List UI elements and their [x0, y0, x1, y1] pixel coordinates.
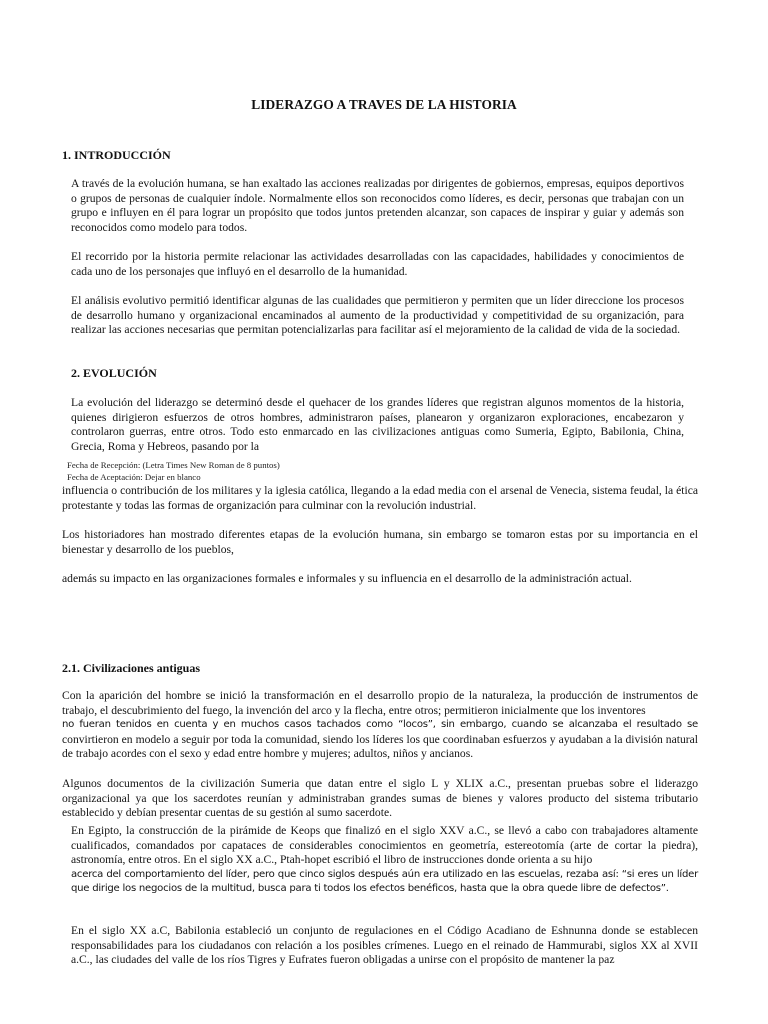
evolucion-paragraph-3: además su impacto en las organizaciones formales e informales y su influencia en el desarrollo de la administración actual. — [62, 572, 632, 585]
civilizaciones-paragraph-1 — [62, 689, 698, 762]
section-heading-introduccion: 1. INTRODUCCIÓN — [62, 148, 171, 162]
civilizaciones-paragraph-3-quote: acerca del comportamiento del líder, pero que cinco siglos después aún era utilizado en las escuelas, rezaba así: “si eres un líder que dirige los negocios de la multitud, busca para ti todos los efectos benéficos, hasta que la obra quede libre de defectos”. — [71, 868, 698, 895]
section-heading-civilizaciones-antiguas: 2.1. Civilizaciones antiguas — [62, 661, 201, 675]
evolucion-paragraph-2: Los historiadores han mostrado diferentes etapas de la evolución humana, sin embargo se tomaron estas por su importancia en el bienestar y desarrollo de los pueblos, — [62, 528, 698, 556]
civilizaciones-paragraph-3-start: En Egipto, la construcción de la pirámide de Keops que finalizó en el siglo XXV a.C., se llevó a cabo con trabajadores altamente cualificados, comandados por capataces de considerables conocimientos en geometría, estereotomía (arte de cortar la piedra), astronomía, entre otros. En el siglo XX a.C., Ptah-hopet escribió el libro de instrucciones donde orienta a su hijo — [71, 824, 698, 867]
footnote-acceptance-date: Fecha de Aceptación: Dejar en blanco — [67, 472, 201, 482]
footnote-reception-date: Fecha de Recepción: (Letra Times New Roman de 8 puntos) — [67, 460, 280, 470]
intro-paragraph-3: El análisis evolutivo permitió identificar algunas de las cualidades que permitieron y permiten que un líder direccione los procesos de desarrollo humano y organizacional encaminados al aumento de la productividad y competitividad de su organización, para realizar las acciones necesarias que permitan potencializarlas para facilitar así el mejoramiento de la calidad de vida de la sociedad. — [71, 294, 684, 337]
civilizaciones-paragraph-4: En el siglo XX a.C, Babilonia estableció un conjunto de regulaciones en el Código Acadiano de Eshnunna donde se establecen responsabilidades para los ciudadanos con relación a los posibles crímenes. Luego en el reinado de Hammurabi, siglos XX al XVII a.C., las ciudades del valle de los ríos Tigres y Eufrates fueron obligadas a unirse con el propósito de mantener la paz — [71, 924, 698, 967]
civilizaciones-paragraph-2: Algunos documentos de la civilización Sumeria que datan entre el siglo L y XLIX a.C., presentan pruebas sobre el liderazgo organizacional ya que los sacerdotes reunían y administraban grandes sumas de bienes y valores producto del sistema tributario establecido y debían presentar cuentas de su gestión al sumo sacerdote. — [62, 777, 698, 820]
evolucion-paragraph-1: La evolución del liderazgo se determinó desde el quehacer de los grandes líderes que registran algunos momentos de la historia, quienes dirigieron esfuerzos de otros hombres, administraron países, planearon y organizaron exploraciones, encabezaron y controlaron guerras, entre otros. Todo esto enmarcado en las civilizaciones antiguas como Sumeria, Egipto, Babilonia, China, Grecia, Roma y Hebreos, pasando por la — [71, 396, 684, 453]
civilizaciones-paragraph-3 — [71, 824, 698, 897]
section-heading-evolucion: 2. EVOLUCIÓN — [71, 366, 157, 380]
civilizaciones-paragraph-1-start: Con la aparición del hombre se inició la transformación en el desarrollo propio de la naturaleza, la producción de instrumentos de trabajo, el descubrimiento del fuego, la invención del arco y la flecha, entre otros; permitieron inicialmente que los inventores — [62, 689, 698, 717]
intro-paragraph-1: A través de la evolución humana, se han exaltado las acciones realizadas por dirigentes de gobiernos, empresas, equipos deportivos o grupos de personas de cualquier índole. Normalmente ellos son reconocidos como líderes, es decir, personas que trabajan con un grupo e influyen en él para lograr un propósito que todos juntos pretenden alcanzar, son capaces de inspirar y guiar y además son reconocidos como modelo para todos. — [71, 177, 684, 234]
document-title: LIDERAZGO A TRAVES DE LA HISTORIA — [251, 97, 517, 112]
civilizaciones-paragraph-1-quote-line: no fueran tenidos en cuenta y en muchos casos tachados como “locos”, sin embargo, cuando se alcanzaba el resultado se — [62, 719, 698, 731]
intro-paragraph-2: El recorrido por la historia permite relacionar las actividades desarrolladas con las capacidades, habilidades y conocimientos de cada uno de los personajes que influyó en el desarrollo de la humanidad. — [71, 250, 684, 278]
civilizaciones-paragraph-1-end: convirtieron en modelo a seguir por toda la comunidad, siendo los líderes los que coordinaban esfuerzos y ayudaban a la división natural de trabajo acordes con el sexo y edad entre hombre y mujeres; adultos, niños y ancianos. — [62, 732, 698, 761]
evolucion-paragraph-1-continued: influencia o contribución de los militares y la iglesia católica, llegando a la edad media con el arsenal de Venecia, sistema feudal, la ética protestante y todas las formas de organización para culminar con la revolución industrial. — [62, 484, 698, 512]
